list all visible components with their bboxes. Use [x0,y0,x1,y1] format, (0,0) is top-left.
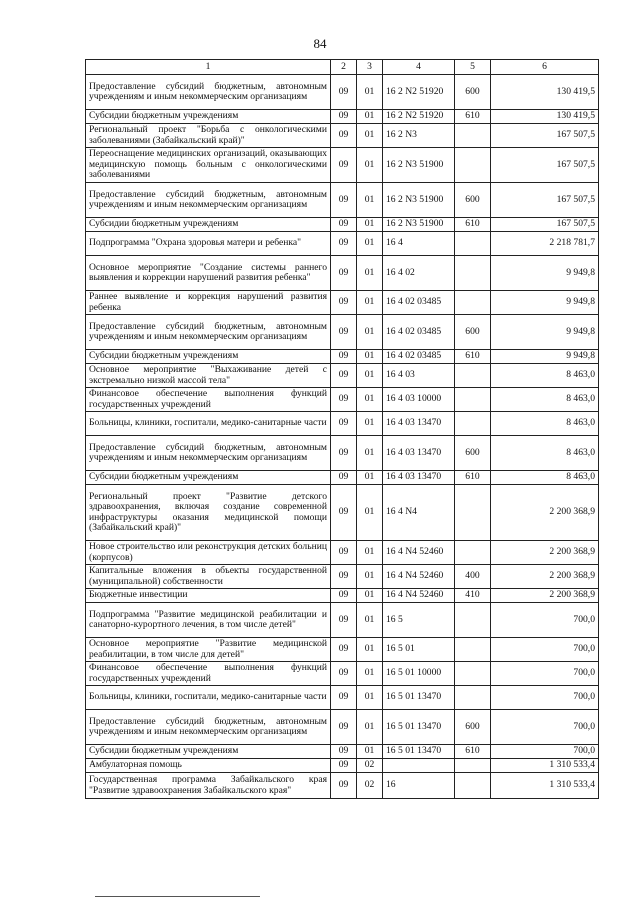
row-description: Больницы, клиники, госпитали, медико-санитарные части [86,686,331,710]
row-description: Субсидии бюджетным учреждениям [86,218,331,232]
row-cell-c6: 9 949,8 [491,256,599,291]
row-cell-c5 [455,603,491,638]
row-cell-c5 [455,291,491,315]
row-cell-c6: 167 507,5 [491,148,599,183]
row-cell-c3: 01 [357,148,383,183]
row-cell-c4: 16 5 01 13470 [383,710,455,745]
table-row [86,710,599,745]
row-cell-c5 [455,388,491,412]
row-description: Субсидии бюджетным учреждениям [86,471,331,485]
table-row [86,291,599,315]
row-cell-c2: 09 [331,471,357,485]
row-cell-c5 [455,148,491,183]
row-cell-c3: 01 [357,485,383,541]
row-cell-c2: 09 [331,638,357,662]
row-cell-c6: 700,0 [491,710,599,745]
row-cell-c6: 8 463,0 [491,412,599,436]
row-description: Основное мероприятие "Развитие медицинской реабилитации, в том числе для детей" [86,638,331,662]
row-cell-c6: 167 507,5 [491,124,599,148]
row-description: Раннее выявление и коррекция нарушений развития ребенка [86,291,331,315]
table-row [86,256,599,291]
row-cell-c5 [455,412,491,436]
row-cell-c5 [455,256,491,291]
table-row [86,124,599,148]
row-cell-c3: 01 [357,710,383,745]
row-cell-c3: 01 [357,745,383,759]
row-cell-c2: 09 [331,75,357,110]
row-cell-c5: 410 [455,589,491,603]
row-cell-c6: 9 949,8 [491,315,599,350]
row-cell-c2: 09 [331,603,357,638]
row-cell-c2: 09 [331,485,357,541]
row-description: Субсидии бюджетным учреждениям [86,745,331,759]
row-cell-c2: 09 [331,256,357,291]
table-row [86,183,599,218]
row-cell-c2: 09 [331,291,357,315]
row-cell-c3: 01 [357,471,383,485]
row-cell-c4: 16 4 03 13470 [383,471,455,485]
row-description: Финансовое обеспечение выполнения функций государственных учреждений [86,388,331,412]
header-cell: 4 [383,60,455,75]
row-cell-c4: 16 2 N2 51920 [383,110,455,124]
row-cell-c5 [455,541,491,565]
row-cell-c6: 2 200 368,9 [491,589,599,603]
row-description: Региональный проект "Развитие детского здравоохранения, включая создание современной инфраструктуры оказания медицинской помощи (Забайкальский край)" [86,485,331,541]
row-cell-c6: 8 463,0 [491,364,599,388]
row-cell-c3: 01 [357,350,383,364]
row-description: Капитальные вложения в объекты государственной (муниципальной) собственности [86,565,331,589]
row-cell-c6: 167 507,5 [491,218,599,232]
row-cell-c5 [455,686,491,710]
row-cell-c5 [455,662,491,686]
row-cell-c4: 16 5 01 [383,638,455,662]
row-cell-c5 [455,124,491,148]
row-cell-c4: 16 4 03 13470 [383,436,455,471]
row-cell-c2: 09 [331,364,357,388]
row-cell-c2: 09 [331,710,357,745]
table-row [86,485,599,541]
row-cell-c4: 16 4 03 10000 [383,388,455,412]
row-cell-c2: 09 [331,350,357,364]
row-cell-c5: 610 [455,218,491,232]
row-cell-c6: 8 463,0 [491,388,599,412]
row-cell-c5: 610 [455,350,491,364]
table-row [86,388,599,412]
row-cell-c5 [455,364,491,388]
row-cell-c2: 09 [331,124,357,148]
row-cell-c4: 16 4 N4 52460 [383,589,455,603]
row-description: Предоставление субсидий бюджетным, автономным учреждениям и иным некоммерческим организациям [86,75,331,110]
table-row [86,110,599,124]
row-cell-c4: 16 2 N2 51920 [383,75,455,110]
row-cell-c5: 600 [455,710,491,745]
row-cell-c5: 400 [455,565,491,589]
table-row [86,148,599,183]
row-cell-c3: 01 [357,364,383,388]
row-cell-c2: 09 [331,436,357,471]
row-description: Переоснащение медицинских организаций, оказывающих медицинскую помощь больным с онкологическими заболеваниями [86,148,331,183]
row-cell-c3: 01 [357,183,383,218]
row-cell-c3: 01 [357,388,383,412]
row-cell-c4: 16 2 N3 51900 [383,148,455,183]
header-cell: 6 [491,60,599,75]
row-cell-c2: 09 [331,232,357,256]
row-cell-c5: 600 [455,75,491,110]
table-row [86,232,599,256]
row-description: Подпрограмма "Развитие медицинской реабилитации и санаторно-курортного лечения, в том числе детей" [86,603,331,638]
row-cell-c6: 2 200 368,9 [491,565,599,589]
row-cell-c4: 16 5 01 10000 [383,662,455,686]
row-cell-c2: 09 [331,218,357,232]
row-cell-c6: 130 419,5 [491,75,599,110]
row-cell-c5 [455,485,491,541]
row-cell-c3: 02 [357,773,383,799]
table-row [86,773,599,799]
row-cell-c5: 600 [455,436,491,471]
row-cell-c4: 16 4 N4 [383,485,455,541]
table-row [86,315,599,350]
row-cell-c5: 610 [455,745,491,759]
row-description: Новое строительство или реконструкция детских больниц (корпусов) [86,541,331,565]
row-cell-c5 [455,773,491,799]
row-cell-c6: 2 200 368,9 [491,541,599,565]
row-description: Государственная программа Забайкальского края "Развитие здравоохранения Забайкальского края" [86,773,331,799]
header-cell: 3 [357,60,383,75]
table-header-row [86,60,599,75]
table-row [86,662,599,686]
row-cell-c2: 09 [331,662,357,686]
row-cell-c4: 16 2 N3 51900 [383,218,455,232]
row-cell-c6: 700,0 [491,638,599,662]
row-cell-c2: 09 [331,773,357,799]
table-row [86,638,599,662]
row-cell-c4: 16 4 02 [383,256,455,291]
row-cell-c2: 09 [331,412,357,436]
row-cell-c2: 09 [331,745,357,759]
row-description: Предоставление субсидий бюджетным, автономным учреждениям и иным некоммерческим организациям [86,436,331,471]
row-cell-c4: 16 4 02 03485 [383,315,455,350]
table-row [86,565,599,589]
row-cell-c6: 700,0 [491,745,599,759]
row-cell-c3: 01 [357,124,383,148]
table-row [86,218,599,232]
table-row [86,589,599,603]
row-cell-c3: 01 [357,232,383,256]
table-row [86,686,599,710]
table-body [86,75,599,799]
row-cell-c3: 02 [357,759,383,773]
row-cell-c5: 600 [455,183,491,218]
row-cell-c4: 16 4 02 03485 [383,291,455,315]
row-description: Субсидии бюджетным учреждениям [86,110,331,124]
row-description: Подпрограмма "Охрана здоровья матери и ребенка" [86,232,331,256]
row-cell-c4: 16 4 N4 52460 [383,541,455,565]
row-cell-c4: 16 5 01 13470 [383,686,455,710]
table-row [86,412,599,436]
header-cell: 5 [455,60,491,75]
row-cell-c4: 16 5 [383,603,455,638]
row-cell-c5: 610 [455,110,491,124]
row-cell-c6: 1 310 533,4 [491,759,599,773]
row-description: Региональный проект "Борьба с онкологическими заболеваниями (Забайкальский край)" [86,124,331,148]
table-row [86,436,599,471]
row-cell-c3: 01 [357,638,383,662]
row-description: Субсидии бюджетным учреждениям [86,350,331,364]
header-cell: 2 [331,60,357,75]
header-cell: 1 [86,60,331,75]
table-row [86,350,599,364]
row-cell-c6: 2 218 781,7 [491,232,599,256]
page-number: 84 [313,36,327,51]
row-cell-c2: 09 [331,686,357,710]
row-description: Предоставление субсидий бюджетным, автономным учреждениям и иным некоммерческим организациям [86,710,331,745]
row-cell-c4: 16 5 01 13470 [383,745,455,759]
row-description: Бюджетные инвестиции [86,589,331,603]
row-cell-c3: 01 [357,218,383,232]
row-cell-c3: 01 [357,541,383,565]
row-cell-c5 [455,759,491,773]
row-cell-c3: 01 [357,291,383,315]
row-cell-c4: 16 4 03 [383,364,455,388]
table-row [86,541,599,565]
row-cell-c5: 600 [455,315,491,350]
row-cell-c3: 01 [357,315,383,350]
table-row [86,603,599,638]
row-cell-c3: 01 [357,256,383,291]
row-description: Основное мероприятие "Выхаживание детей с экстремально низкой массой тела" [86,364,331,388]
row-description: Финансовое обеспечение выполнения функций государственных учреждений [86,662,331,686]
row-cell-c6: 2 200 368,9 [491,485,599,541]
row-description: Предоставление субсидий бюджетным, автономным учреждениям и иным некоммерческим организациям [86,315,331,350]
row-cell-c3: 01 [357,436,383,471]
row-cell-c4: 16 [383,773,455,799]
footer-rule [95,896,260,897]
row-cell-c2: 09 [331,565,357,589]
row-cell-c3: 01 [357,589,383,603]
row-cell-c4: 16 4 N4 52460 [383,565,455,589]
row-cell-c4 [383,759,455,773]
row-cell-c4: 16 4 03 13470 [383,412,455,436]
row-cell-c2: 09 [331,589,357,603]
row-cell-c2: 09 [331,110,357,124]
row-cell-c3: 01 [357,565,383,589]
budget-table [85,59,599,799]
row-cell-c4: 16 2 N3 51900 [383,183,455,218]
row-cell-c2: 09 [331,759,357,773]
row-cell-c6: 8 463,0 [491,471,599,485]
row-cell-c2: 09 [331,148,357,183]
row-description: Предоставление субсидий бюджетным, автономным учреждениям и иным некоммерческим организациям [86,183,331,218]
row-cell-c6: 9 949,8 [491,350,599,364]
row-cell-c3: 01 [357,412,383,436]
row-cell-c3: 01 [357,110,383,124]
row-cell-c4: 16 2 N3 [383,124,455,148]
row-cell-c2: 09 [331,183,357,218]
row-cell-c2: 09 [331,541,357,565]
row-description: Больницы, клиники, госпитали, медико-санитарные части [86,412,331,436]
row-description: Основное мероприятие "Создание системы раннего выявления и коррекции нарушений развития ребенка" [86,256,331,291]
table-row [86,745,599,759]
row-cell-c4: 16 4 02 03485 [383,350,455,364]
row-cell-c5 [455,638,491,662]
row-cell-c6: 700,0 [491,686,599,710]
table-row [86,759,599,773]
row-cell-c3: 01 [357,75,383,110]
row-cell-c5: 610 [455,471,491,485]
row-cell-c6: 130 419,5 [491,110,599,124]
row-cell-c6: 700,0 [491,603,599,638]
table-row [86,364,599,388]
row-cell-c4: 16 4 [383,232,455,256]
row-cell-c2: 09 [331,315,357,350]
row-cell-c6: 167 507,5 [491,183,599,218]
row-cell-c5 [455,232,491,256]
row-description: Амбулаторная помощь [86,759,331,773]
row-cell-c3: 01 [357,603,383,638]
row-cell-c3: 01 [357,662,383,686]
table-row [86,75,599,110]
table-row [86,471,599,485]
row-cell-c6: 1 310 533,4 [491,773,599,799]
row-cell-c6: 700,0 [491,662,599,686]
row-cell-c6: 9 949,8 [491,291,599,315]
row-cell-c3: 01 [357,686,383,710]
row-cell-c2: 09 [331,388,357,412]
row-cell-c6: 8 463,0 [491,436,599,471]
